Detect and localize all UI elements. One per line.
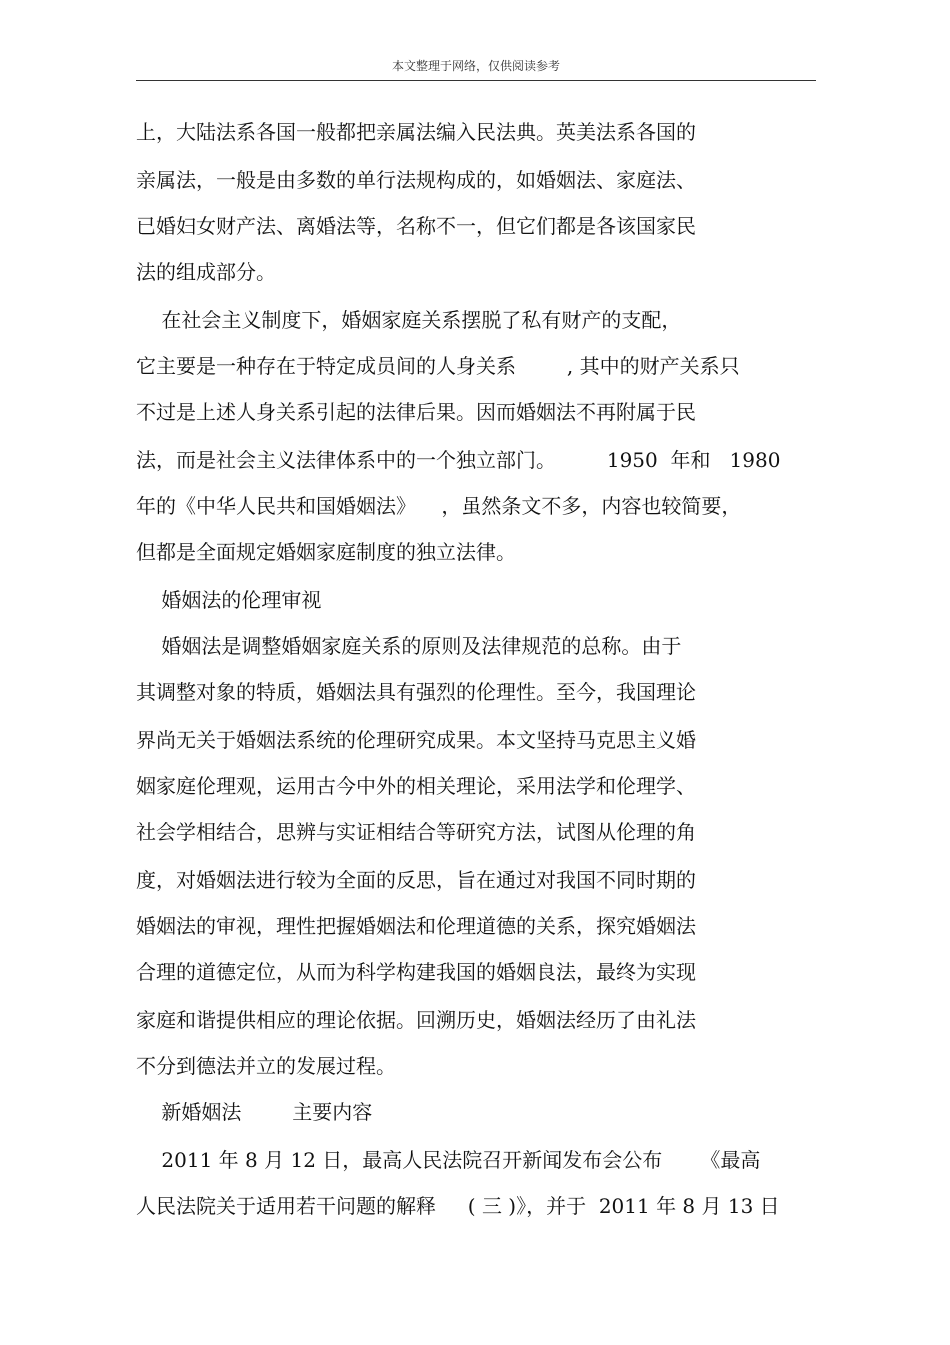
- section-heading: 新婚姻法 主要内容: [136, 1100, 373, 1124]
- text-line: 婚姻法的审视，理性把握婚姻法和伦理道德的关系，探究婚姻法: [136, 914, 696, 938]
- text-line: 亲属法，一般是由多数的单行法规构成的，如婚姻法、家庭法、: [136, 168, 696, 192]
- text-line: 合理的道德定位，从而为科学构建我国的婚姻良法，最终为实现: [136, 960, 696, 984]
- text-line: 不分到德法并立的发展过程。: [136, 1054, 396, 1078]
- text-line: 它主要是一种存在于特定成员间的人身关系 , 其中的财产关系只: [136, 354, 740, 378]
- text-line: 法的组成部分。: [136, 260, 276, 284]
- text-line: 但都是全面规定婚姻家庭制度的独立法律。: [136, 540, 516, 564]
- text-line: 上，大陆法系各国一般都把亲属法编入民法典。英美法系各国的: [136, 120, 696, 144]
- text-line: 姻家庭伦理观，运用古今中外的相关理论，采用法学和伦理学、: [136, 774, 696, 798]
- text-line: 度，对婚姻法进行较为全面的反思，旨在通过对我国不同时期的: [136, 868, 696, 892]
- text-line: 已婚妇女财产法、离婚法等，名称不一，但它们都是各该国家民: [136, 214, 696, 238]
- text-line: 婚姻法是调整婚姻家庭关系的原则及法律规范的总称。由于: [136, 634, 682, 658]
- header-note: 本文整理于网络，仅供阅读参考: [391, 59, 560, 73]
- text-line: 家庭和谐提供相应的理论依据。回溯历史，婚姻法经历了由礼法: [136, 1008, 696, 1032]
- section-heading: 婚姻法的伦理审视: [136, 588, 322, 612]
- page-header: [136, 52, 816, 81]
- text-line: 其调整对象的特质，婚姻法具有强烈的伦理性。至今，我国理论: [136, 680, 696, 704]
- text-line: 社会学相结合，思辨与实证相结合等研究方法，试图从伦理的角: [136, 820, 696, 844]
- text-line: 不过是上述人身关系引起的法律后果。因而婚姻法不再附属于民: [136, 400, 696, 424]
- text-line: 界尚无关于婚姻法系统的伦理研究成果。本文坚持马克思主义婚: [136, 728, 696, 752]
- text-line: 年的《中华人民共和国婚姻法》 ，虽然条文不多，内容也较简要，: [136, 494, 742, 518]
- text-line: 法，而是社会主义法律体系中的一个独立部门。 1950 年和 1980: [136, 448, 781, 472]
- text-line: 人民法院关于适用若干问题的解释 ( 三 )》，并于 2011 年 8 月 13 日: [136, 1194, 780, 1218]
- text-line: 2011 年 8 月 12 日，最高人民法院召开新闻发布会公布 《最高: [136, 1148, 761, 1172]
- text-line: 在社会主义制度下，婚姻家庭关系摆脱了私有财产的支配，: [136, 308, 682, 332]
